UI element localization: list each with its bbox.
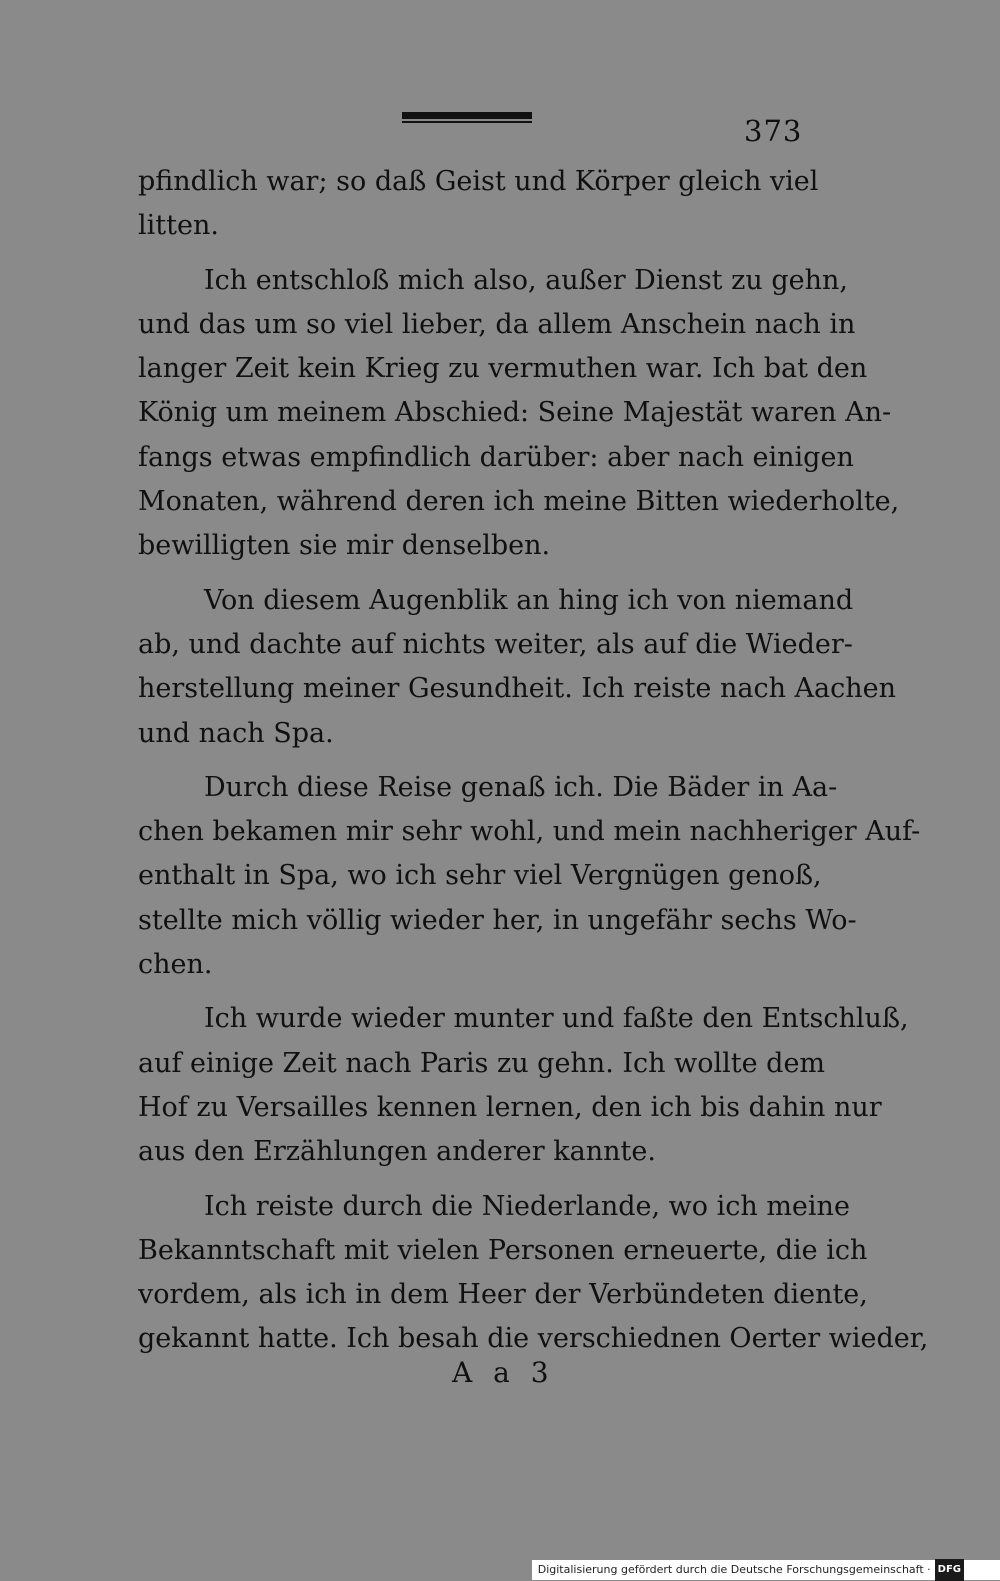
text-line: gekannt hatte. Ich besah die verschiednen Oerter wieder,: [138, 1323, 929, 1355]
text-line: Bekanntschaft mit vielen Personen erneuerte, die ich: [138, 1234, 868, 1266]
text-line: Ich reiste durch die Niederlande, wo ich meine: [204, 1190, 850, 1222]
text-line: chen bekamen mir sehr wohl, und mein nachheriger Auf-: [138, 816, 921, 848]
text-line: langer Zeit kein Krieg zu vermuthen war. Ich bat den: [138, 353, 868, 385]
text-line: aus den Erzählungen anderer kannte.: [138, 1136, 656, 1168]
dfg-logo: DFG: [935, 1559, 964, 1581]
footer-text: Digitalisierung gefördert durch die Deutsche Forschungsgemeinschaft ·: [537, 1563, 931, 1576]
page-number: 373: [744, 114, 803, 148]
paragraph-gap: [138, 1175, 792, 1185]
text-line: Monaten, während deren ich meine Bitten wiederholte,: [138, 486, 900, 518]
text-line: enthalt in Spa, wo ich sehr viel Vergnügen genoß,: [138, 860, 822, 892]
text-line: pfindlich war; so daß Geist und Körper gleich viel: [138, 166, 819, 197]
text-line: vordem, als ich in dem Heer der Verbündeten diente,: [138, 1279, 868, 1311]
signature-mark: A a 3: [452, 1356, 555, 1389]
paragraph-gap: [138, 249, 792, 259]
text-line: Hof zu Versailles kennen lernen, den ich bis dahin nur: [138, 1091, 882, 1123]
text-line: stellte mich völlig wieder her, in ungefähr sechs Wo-: [138, 904, 857, 936]
footer-credit: [532, 1560, 966, 1580]
text-line: chen.: [138, 949, 213, 981]
paragraph-gap: [138, 987, 792, 997]
text-line: ab, und dachte auf nichts weiter, als auf die Wieder-: [138, 628, 853, 660]
body-text: [138, 160, 929, 1362]
text-line: fangs etwas empfindlich darüber: aber nach einigen: [138, 441, 854, 473]
text-line: auf einige Zeit nach Paris zu gehn. Ich wollte dem: [138, 1047, 826, 1079]
text-line: Ich wurde wieder munter und faßte den Entschluß,: [204, 1003, 909, 1035]
text-line: Durch diese Reise genaß ich. Die Bäder in Aa-: [204, 771, 838, 803]
text-line: Von diesem Augenblik an hing ich von niemand: [204, 584, 854, 616]
header-rule: [402, 112, 532, 119]
text-line: König um meinem Abschied: Seine Majestät waren An-: [138, 397, 892, 429]
text-line: Ich entschloß mich also, außer Dienst zu gehn,: [204, 264, 848, 296]
paragraph-gap: [138, 756, 792, 766]
text-line: herstellung meiner Gesundheit. Ich reiste nach Aachen: [138, 673, 897, 705]
text-line: litten.: [138, 210, 219, 242]
text-line: und nach Spa.: [138, 717, 334, 749]
text-line: bewilligten sie mir denselben.: [138, 530, 551, 562]
paragraph-gap: [138, 569, 792, 579]
text-line: und das um so viel lieber, da allem Anschein nach in: [138, 308, 856, 340]
